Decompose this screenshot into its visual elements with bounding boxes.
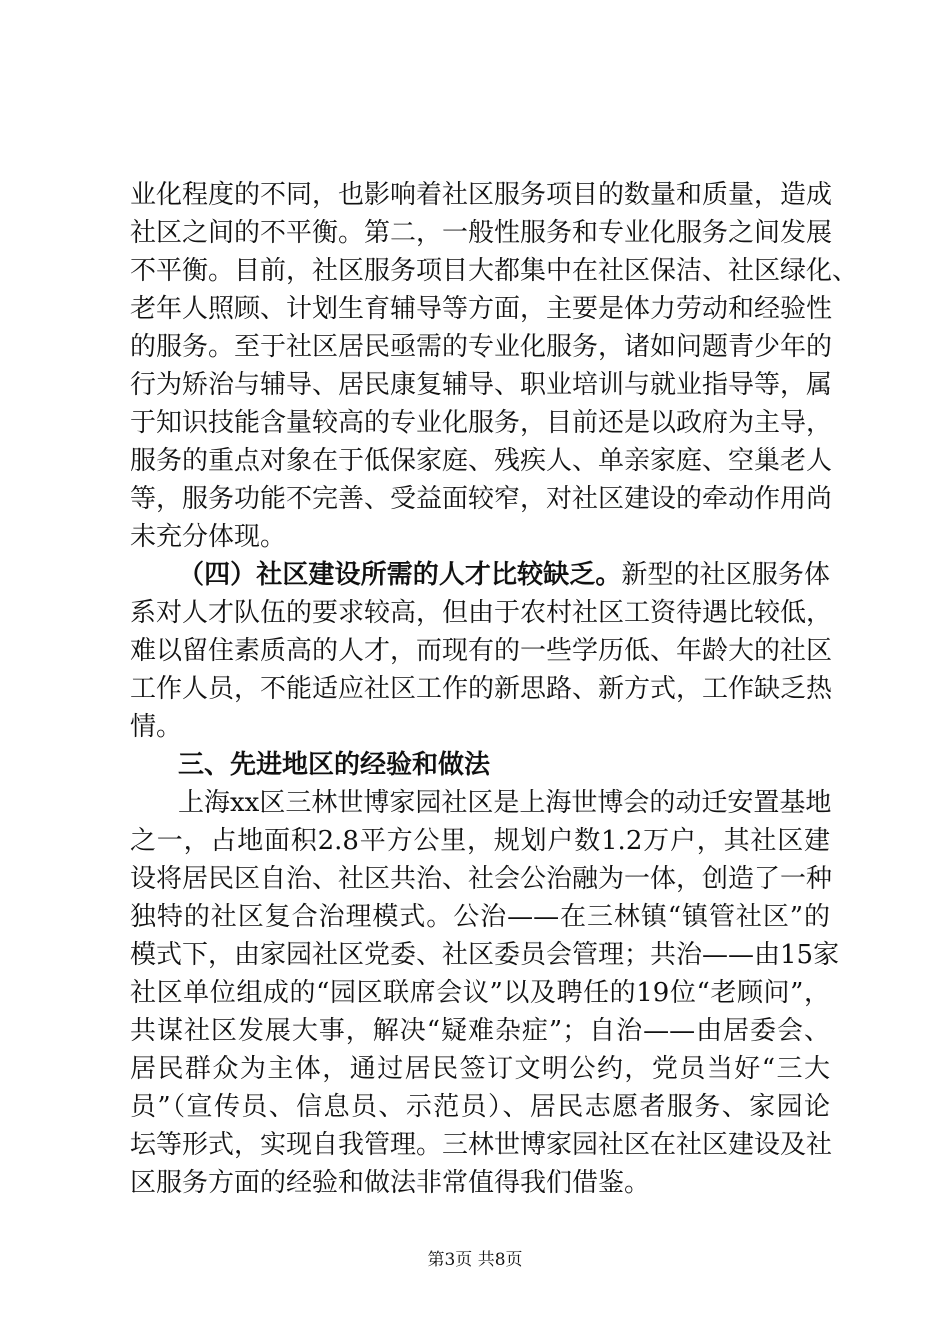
body-line: 区服务方面的经验和做法非常值得我们借鉴。	[130, 1168, 651, 1198]
body-line: 难以留住素质高的人才，而现有的一些学历低、年龄大的社区	[130, 636, 833, 666]
body-line: 不平衡。目前，社区服务项目大都集中在社区保洁、社区绿化、	[130, 256, 859, 286]
body-line: 社区单位组成的“园区联席会议”以及聘任的19位“老顾问”，	[130, 978, 830, 1008]
body-text: 新型的社区服务体	[621, 560, 830, 590]
body-line: 行为矫治与辅导、居民康复辅导、职业培训与就业指导等，属	[130, 370, 833, 400]
body-line: 工作人员，不能适应社区工作的新思路、新方式，工作缺乏热	[130, 674, 833, 704]
body-line: 的服务。至于社区居民亟需的专业化服务，诸如问题青少年的	[130, 332, 833, 362]
body-line: 服务的重点对象在于低保家庭、残疾人、单亲家庭、空巢老人	[130, 446, 833, 476]
body-line: 等，服务功能不完善、受益面较窄，对社区建设的牵动作用尚	[130, 484, 833, 514]
subsection-heading: （四）社区建设所需的人才比较缺乏。	[178, 560, 622, 590]
body-line: 员”（宣传员、信息员、示范员）、居民志愿者服务、家园论	[130, 1092, 830, 1122]
body-line: 老年人照顾、计划生育辅导等方面，主要是体力劳动和经验性	[130, 294, 833, 324]
paragraph-first-line	[178, 556, 830, 594]
body-line: 社区之间的不平衡。第二，一般性服务和专业化服务之间发展	[130, 218, 833, 248]
body-line: 之一，占地面积2.8平方公里，规划户数1.2万户，其社区建	[130, 826, 830, 856]
section-heading: 三、先进地区的经验和做法	[178, 750, 491, 780]
body-line: 未充分体现。	[130, 522, 287, 552]
body-line: 共谋社区发展大事，解决“疑难杂症”；自治——由居委会、	[130, 1016, 830, 1046]
body-line: 于知识技能含量较高的专业化服务，目前还是以政府为主导，	[130, 408, 833, 438]
page-footer: 第3页 共8页	[427, 1250, 523, 1270]
paragraph-first-line: 上海xx区三林世博家园社区是上海世博会的动迁安置基地	[178, 788, 832, 818]
body-line: 居民群众为主体，通过居民签订文明公约，党员当好“三大	[130, 1054, 830, 1084]
body-line: 情。	[130, 712, 183, 742]
body-line: 模式下，由家园社区党委、社区委员会管理；共治——由15家	[130, 940, 840, 970]
body-line: 设将居民区自治、社区共治、社会公治融为一体，创造了一种	[130, 864, 833, 894]
body-line: 坛等形式，实现自我管理。三林世博家园社区在社区建设及社	[130, 1130, 833, 1160]
body-line: 业化程度的不同，也影响着社区服务项目的数量和质量，造成	[130, 180, 833, 210]
body-line: 系对人才队伍的要求较高，但由于农村社区工资待遇比较低，	[130, 598, 833, 628]
body-line: 独特的社区复合治理模式。公治——在三林镇“镇管社区”的	[130, 902, 830, 932]
